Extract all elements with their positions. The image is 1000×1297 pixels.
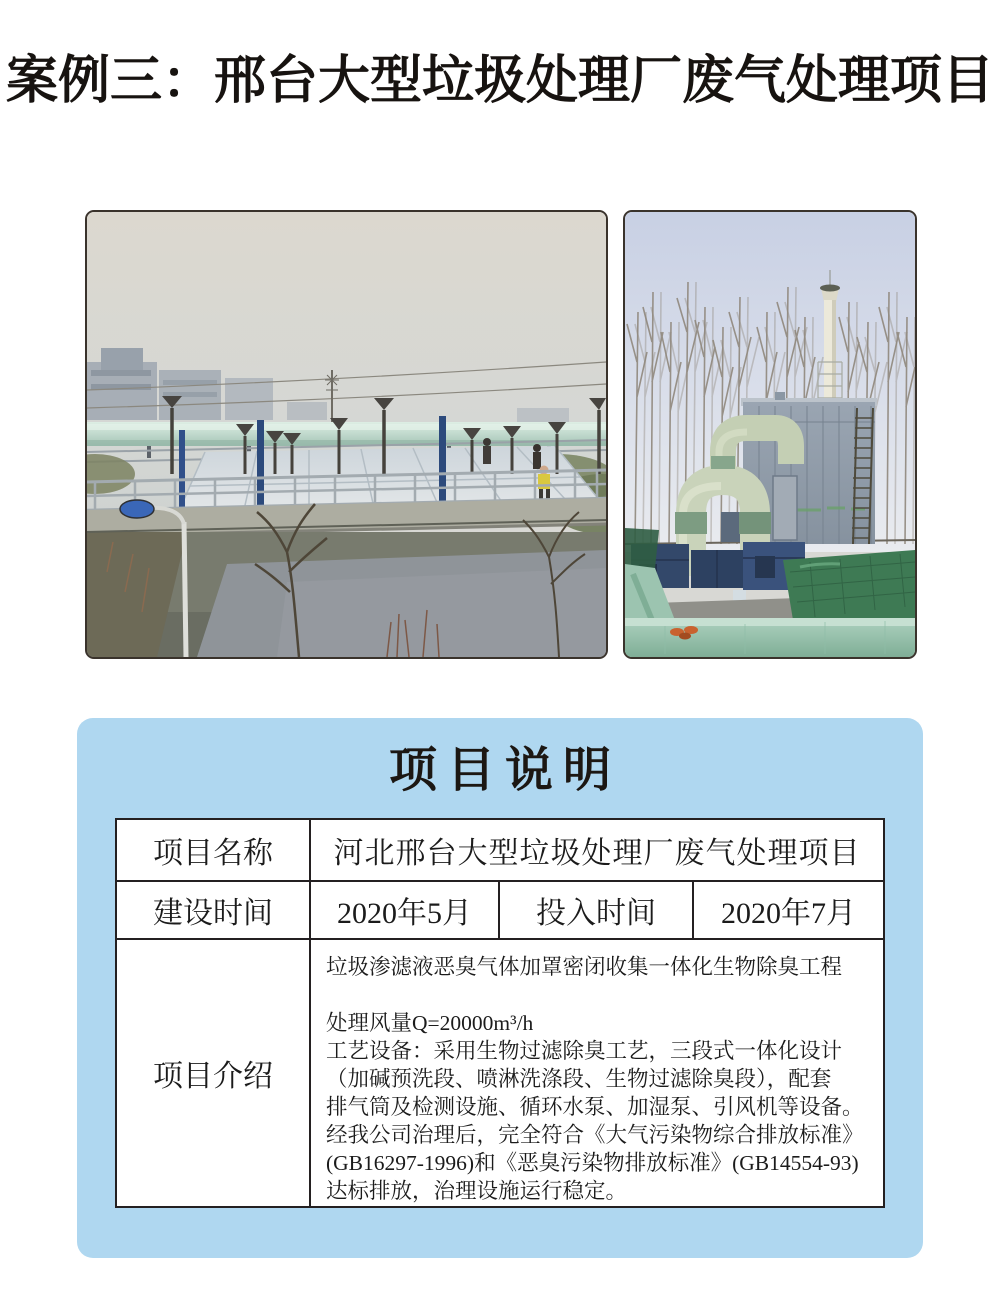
- intro-line: 经我公司治理后，完全符合《大气污染物综合排放标准》: [326, 1123, 864, 1147]
- intro-line: 排气筒及检测设施、循环水泵、加湿泵、引风机等设备。: [326, 1095, 864, 1119]
- lower-wall-and-water: [87, 520, 606, 657]
- intro-line: （加碱预洗段、喷淋洗涤段、生物过滤除臭段），配套: [326, 1067, 832, 1091]
- project-intro-label: 项目介绍: [117, 938, 309, 1206]
- photo-treatment-plant: [85, 210, 608, 659]
- intro-line: [326, 981, 873, 1009]
- panel-title: 项目说明: [388, 744, 621, 797]
- deodorization-unit-scene: [625, 212, 915, 657]
- project-name-label: 项目名称: [153, 837, 273, 870]
- page-title: 案例三：邢台大型垃圾处理厂废气处理项目: [5, 53, 994, 110]
- project-panel: [77, 718, 923, 1258]
- commission-time-value: 2020年7月: [692, 880, 883, 938]
- intro-line: 达标排放，治理设施运行稳定。: [326, 1179, 628, 1203]
- photo-deodorization-unit: [623, 210, 917, 659]
- treatment-plant-scene: [87, 212, 606, 657]
- project-name-value: 河北邢台大型垃圾处理厂废气处理项目: [309, 820, 883, 880]
- intro-line: (GB16297-1996)和《恶臭污染物排放标准》(GB14554-93): [326, 1151, 859, 1175]
- build-time-label: 建设时间: [117, 880, 309, 938]
- intro-line: 垃圾渗滤液恶臭气体加罩密闭收集一体化生物除臭工程: [326, 955, 843, 979]
- project-table: [115, 818, 885, 1208]
- intro-line: 工艺设备：采用生物过滤除臭工艺，三段式一体化设计: [326, 1039, 843, 1063]
- intro-line: 处理风量Q=20000m³/h: [326, 1011, 534, 1035]
- build-time-value: 2020年5月: [309, 880, 498, 938]
- commission-time-label: 投入时间: [498, 880, 692, 938]
- project-intro-value: [309, 938, 883, 1206]
